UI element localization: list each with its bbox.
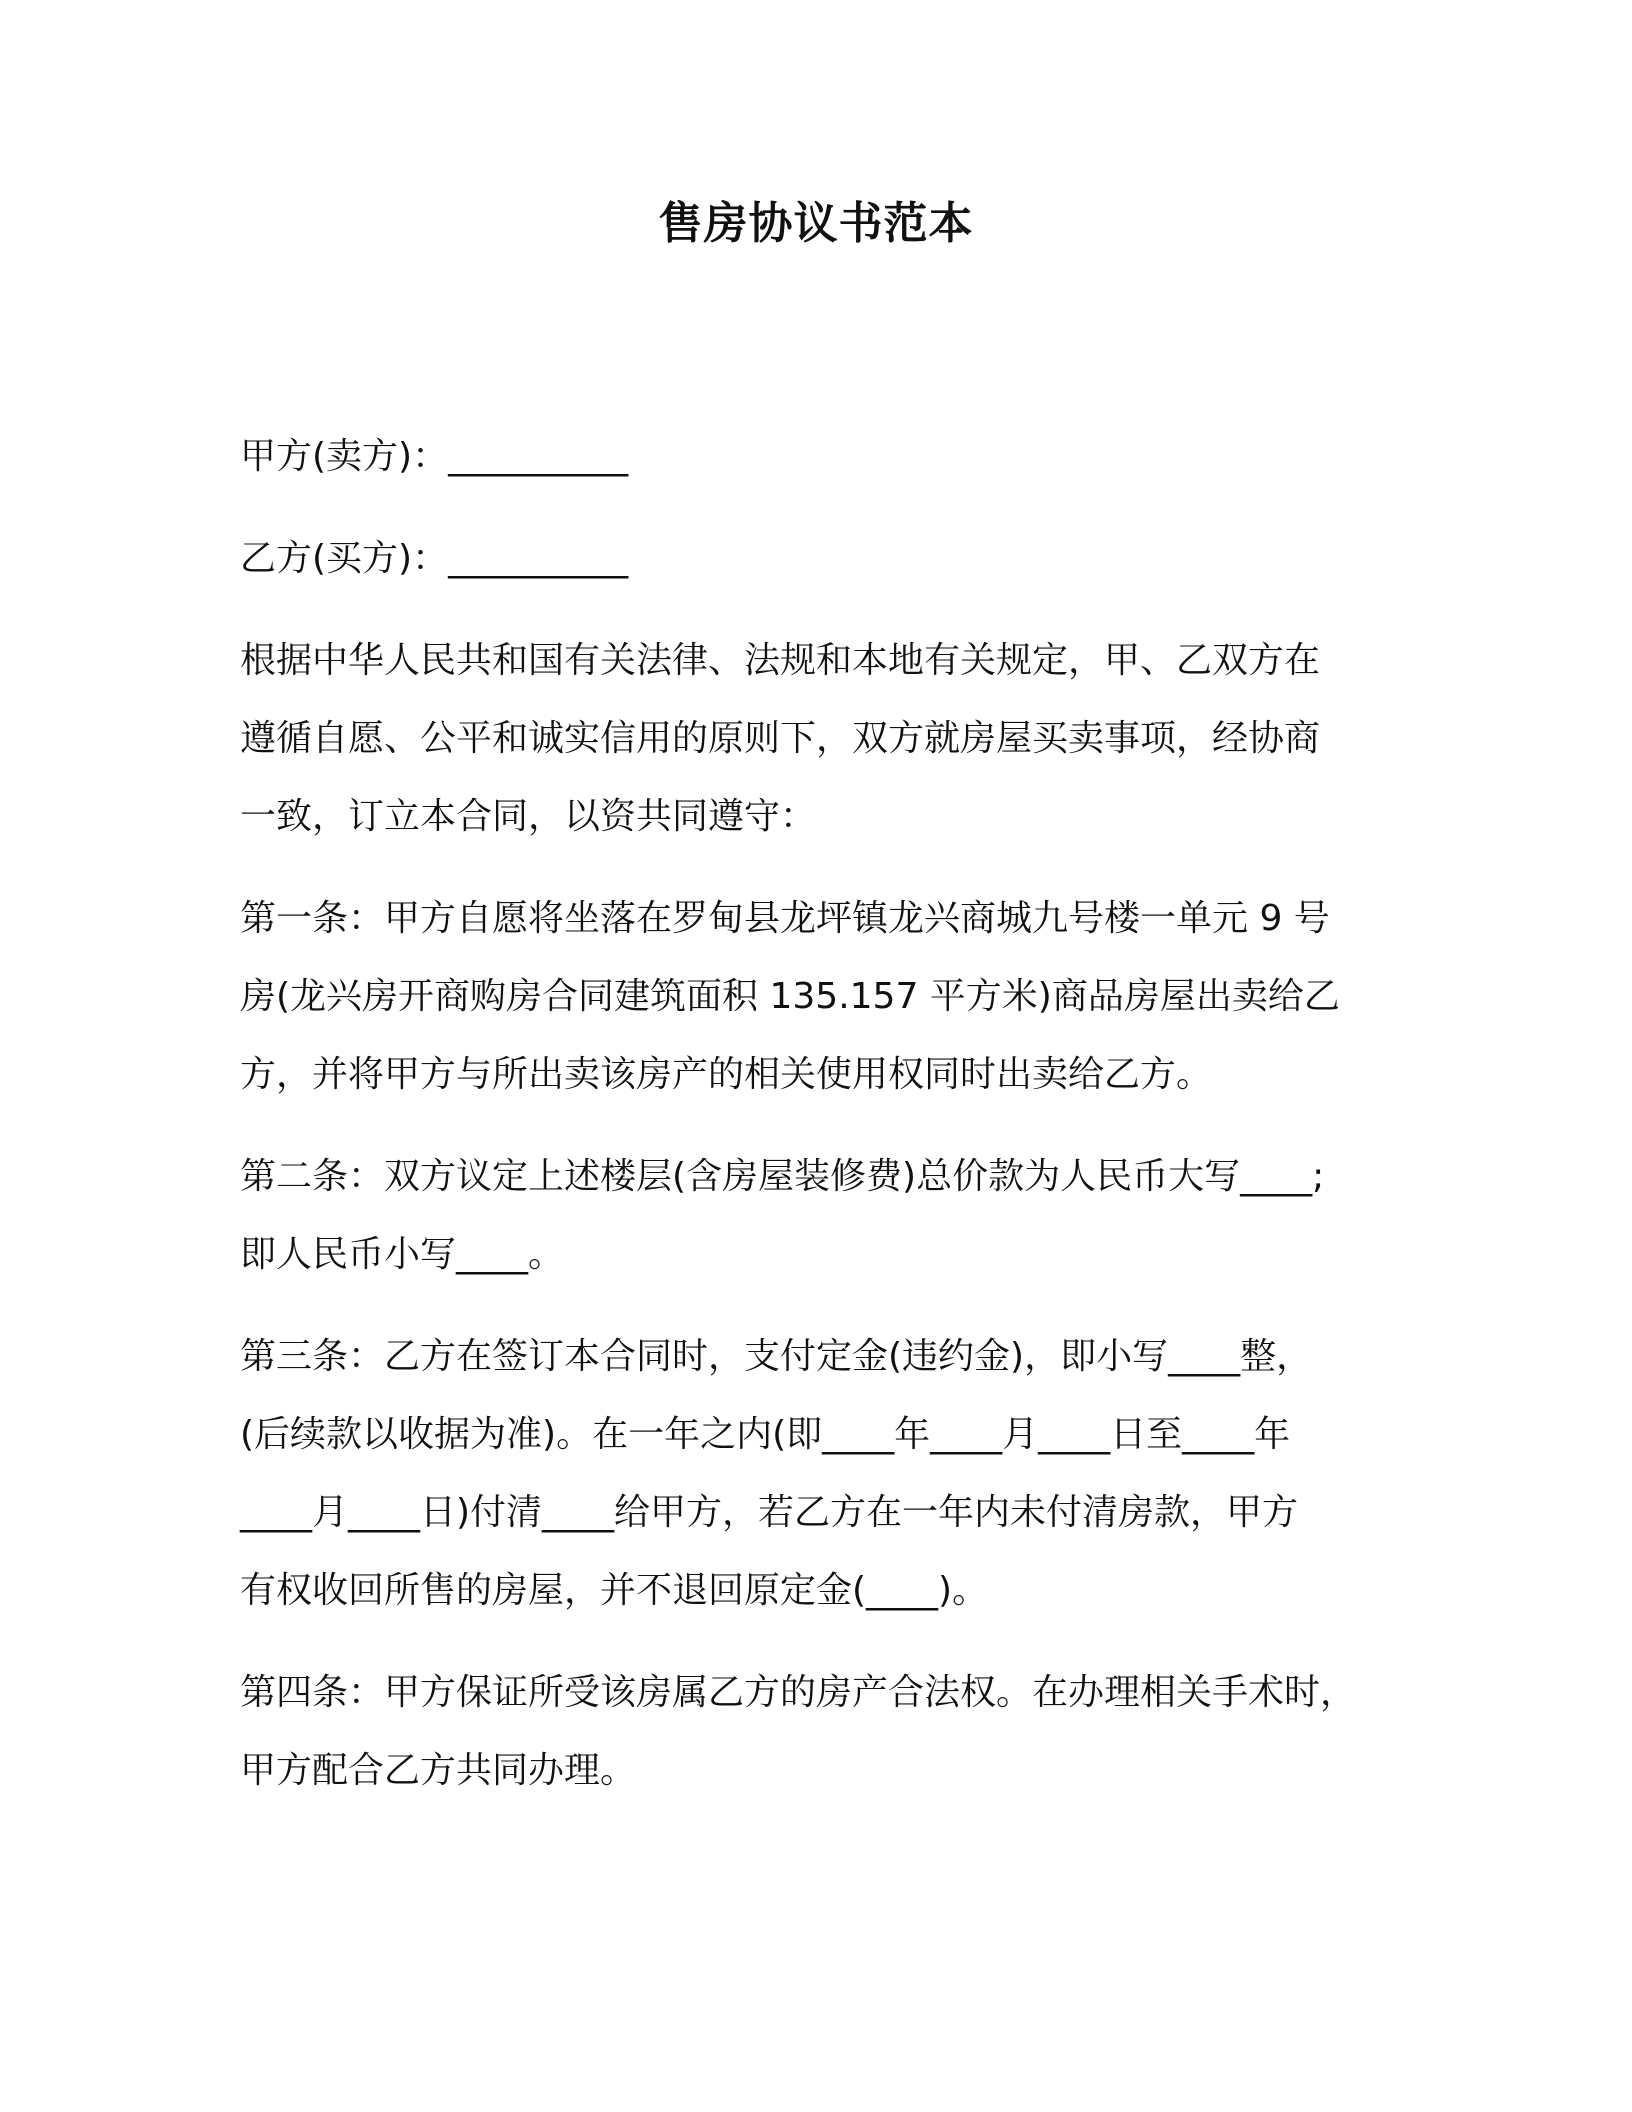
- party-a-line: 甲方(卖方)：__________: [240, 436, 629, 477]
- party-b-line: 乙方(买方)：__________: [240, 538, 629, 579]
- document-title: 售房协议书范本: [658, 198, 974, 249]
- clause-1: 第一条：甲方自愿将坐落在罗甸县龙坪镇龙兴商城九号楼一单元 9 号 房(龙兴房开商购房合同建筑面积 135.157 平方米)商品房屋出卖给乙 方，并将甲方与所出卖该房产的相关使用权同时出卖给乙方。: [240, 898, 1340, 1095]
- clause-3: 第三条：乙方在签订本合同时，支付定金(违约金)，即小写____整， (后续款以收据为准)。在一年之内(即____年____月____日至____年 ____月____日)付清____给甲方，若乙方在一年内未付清房款，甲方 有权收回所售的房屋，并不退回原定金(____)。: [240, 1336, 1313, 1611]
- intro-paragraph: 根据中华人民共和国有关法律、法规和本地有关规定，甲、乙双方在 遵循自愿、公平和诚实信用的原则下，双方就房屋买卖事项，经协商 一致，订立本合同，以资共同遵守：: [240, 640, 1321, 837]
- document-body: [240, 418, 1380, 1834]
- clause-4: 第四条：甲方保证所受该房属乙方的房产合法权。在办理相关手术时， 甲方配合乙方共同办理。: [240, 1672, 1357, 1791]
- clause-2: 第二条：双方议定上述楼层(含房屋装修费)总价款为人民币大写____; 即人民币小写____。: [240, 1156, 1325, 1275]
